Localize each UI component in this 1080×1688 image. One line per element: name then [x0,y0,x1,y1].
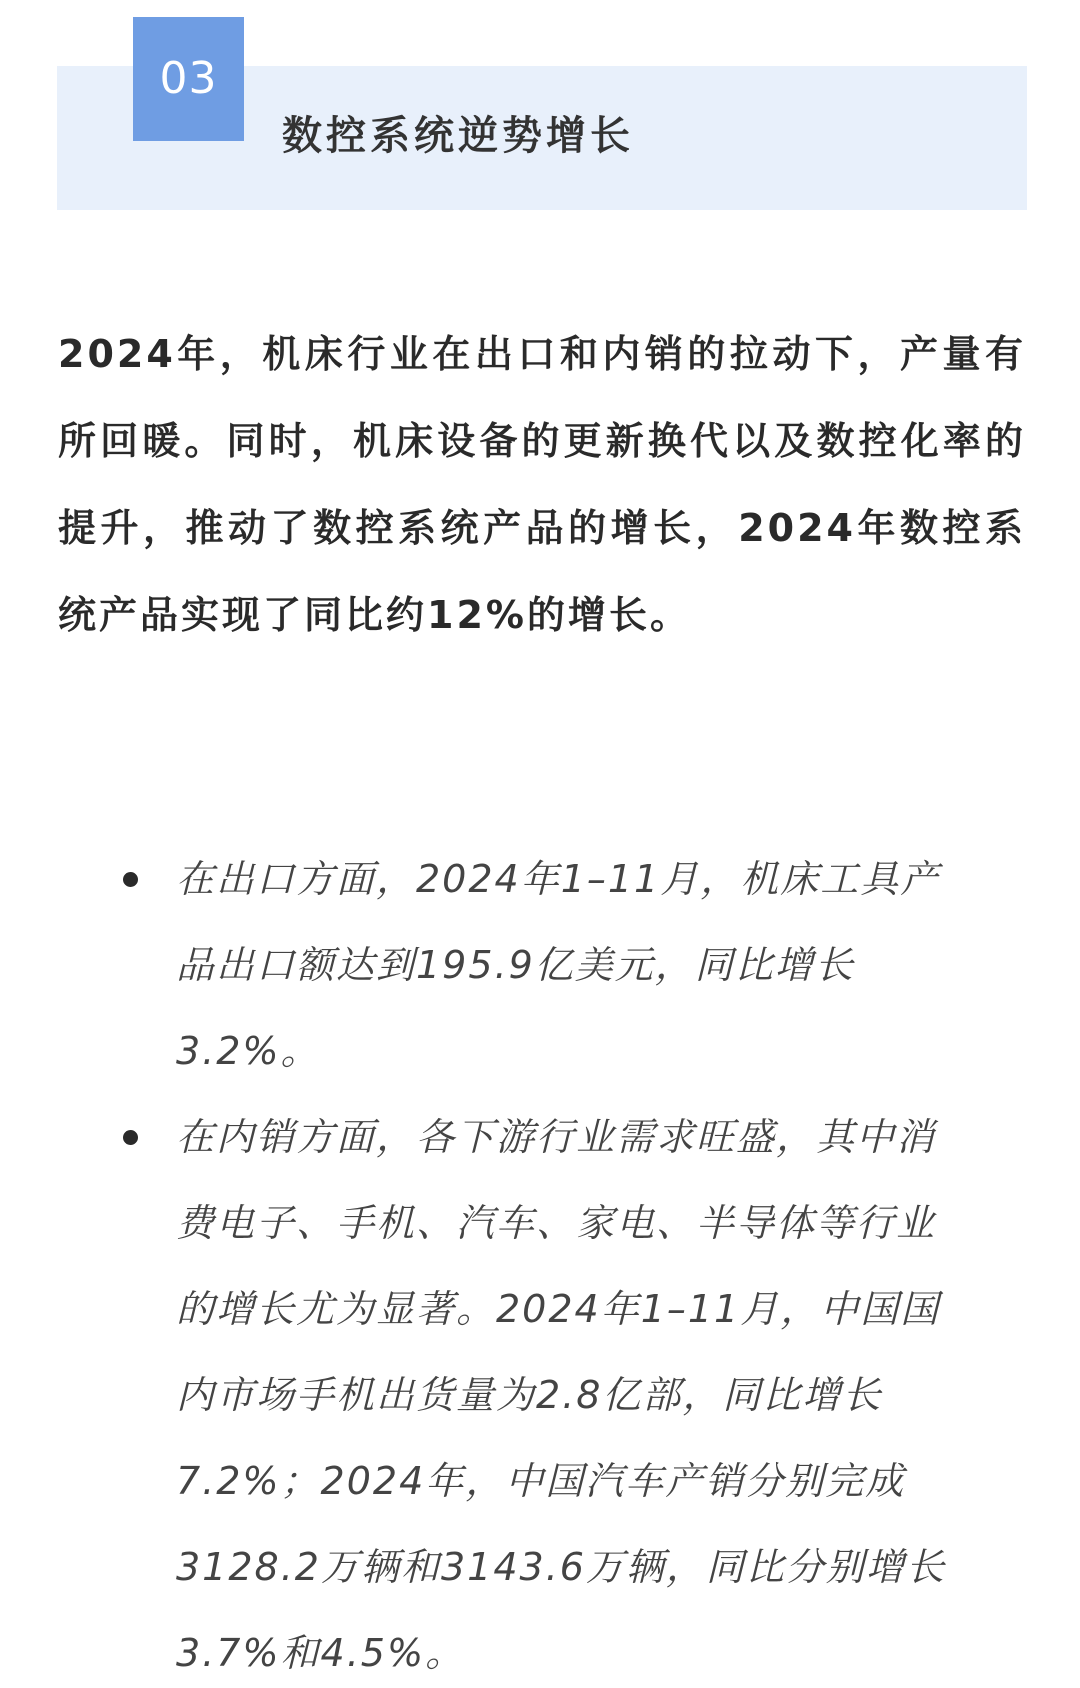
list-item [120,1094,1020,1688]
section-number-badge: 03 [133,17,244,141]
bullet-list [120,836,1020,1688]
bullet-text-domestic: 在内销方面，各下游行业需求旺盛，其中消费电子、手机、汽车、家电、半导体等行业的增长尤为显著。2024年1–11月，中国国内市场手机出货量为2.8亿部，同比增长7.2%；2024年，中国汽车产销分别完成3128.2万辆和3143.6万辆，同比分别增长3.7%和4.5%。 [176,1115,946,1675]
bullet-dot-icon [123,872,138,887]
section-title: 数控系统逆势增长 [282,113,634,159]
bullet-dot-icon [123,1130,138,1145]
bullet-text-export: 在出口方面，2024年1–11月，机床工具产品出口额达到195.9亿美元，同比增长3.2%。 [176,857,941,1073]
list-item [120,836,1020,1094]
body-paragraph: 2024年，机床行业在出口和内销的拉动下，产量有所回暖。同时，机床设备的更新换代以及数控化率的提升，推动了数控系统产品的增长，2024年数控系统产品实现了同比约12%的增长。 [58,332,1026,637]
